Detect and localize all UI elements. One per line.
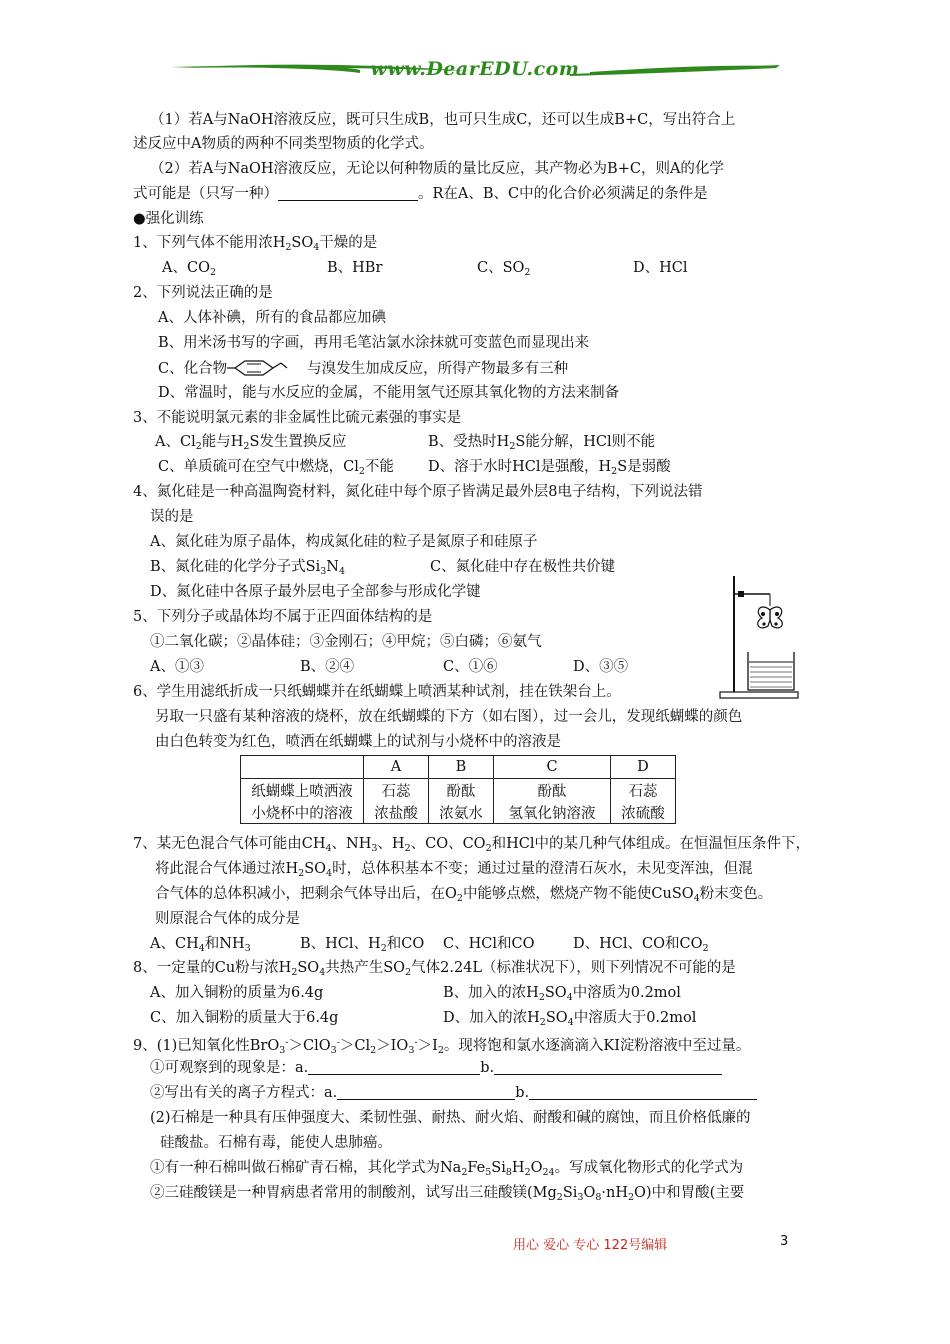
q9-sub: 2 — [370, 1045, 377, 1056]
table-cell: 浓氨水 — [429, 801, 494, 824]
q8-s1: 2 — [291, 967, 298, 978]
q9-l6b: Fe — [467, 1160, 486, 1176]
q8-option-d[interactable] — [443, 1008, 696, 1033]
q7-b1: B、HCl、H — [300, 936, 381, 952]
q7-l1s1: 4 — [325, 843, 332, 854]
q3-stem: 3、不能说明氯元素的非金属性比硫元素强的事实是 — [133, 410, 462, 426]
q4-stem-line2: 误的是 — [150, 509, 194, 525]
answer-blank[interactable] — [337, 1084, 515, 1100]
q9-sub: 3 — [279, 1045, 286, 1056]
q9-l6s1: 2 — [461, 1167, 468, 1178]
q8-option-c[interactable]: C、加入铜粉的质量大于6.4g — [150, 1010, 339, 1026]
q3-option-b[interactable] — [428, 432, 655, 457]
q7-option-a[interactable] — [150, 934, 251, 959]
q7-l1a: 7、某无色混合气体可能由CH — [133, 836, 326, 852]
site-logo-text[interactable]: www.DearEDU.com — [370, 58, 580, 80]
q7-d-s: 2 — [702, 943, 709, 954]
q1-stem-a: 1、下列气体不能用浓H — [133, 235, 286, 251]
q9-sub: 3 — [408, 1045, 415, 1056]
table-cell: 酚酞 — [494, 779, 611, 802]
q8-d-s2: 4 — [567, 1017, 574, 1028]
q5-option-b[interactable]: B、②④ — [300, 659, 355, 675]
q8-d1: D、加入的浓H — [443, 1010, 540, 1026]
q4-option-b[interactable] — [150, 557, 345, 582]
q8-b1: B、加入的浓H — [443, 985, 539, 1001]
q7-line4: 则原混合气体的成分是 — [155, 911, 300, 927]
q4-b1: B、氮化硅的化学分子式Si — [150, 559, 321, 575]
table-row — [241, 779, 676, 802]
q1-a-text: A、CO — [162, 260, 210, 276]
q9-l6s3: 8 — [505, 1167, 512, 1178]
table-cell[interactable]: B — [429, 756, 494, 779]
q5-stem: 5、下列分子或晶体均不属于正四面体结构的是 — [133, 609, 433, 625]
q8-d3: 中溶质大于0.2mol — [573, 1010, 697, 1026]
q7-option-d[interactable] — [573, 934, 709, 959]
q1-option-d[interactable]: D、HCl — [633, 260, 688, 276]
q7-l1d: 、CO、CO — [410, 836, 486, 852]
table-cell: 石蕊 — [364, 779, 429, 802]
q4-b-s1: 3 — [320, 566, 327, 577]
q4-b-s2: 4 — [338, 566, 346, 577]
q8-s3: 2 — [405, 967, 412, 978]
q8-sb: SO — [297, 960, 320, 976]
q7-option-b[interactable] — [300, 934, 424, 959]
q7-l1s3: 2 — [404, 843, 411, 854]
q1-option-c[interactable] — [477, 258, 530, 283]
q9-l6f: 。写成氧化物形式的化学式为 — [554, 1160, 744, 1176]
q7-a2: 和NH — [204, 936, 245, 952]
q1-c-text: C、SO — [477, 260, 525, 276]
q9-sup: - — [285, 1037, 289, 1048]
q3-option-a[interactable] — [155, 432, 346, 457]
q6-line2: 另取一只盛有某种溶液的烧杯，放在纸蝴蝶的下方（如右图），过一会儿，发现纸蝴蝶的颜色 — [155, 709, 743, 725]
table-cell: 浓硫酸 — [611, 801, 676, 824]
q9-l6s2: 5 — [485, 1167, 492, 1178]
q7-l3s2: 4 — [693, 893, 700, 904]
q9-l6e: O — [530, 1160, 543, 1176]
q9-l6s5: 24 — [542, 1167, 555, 1178]
q9-l1c: ＞Cl — [339, 1038, 371, 1054]
q1-a-sub: 2 — [209, 267, 217, 278]
q2-stem: 2、下列说法正确的是 — [133, 285, 273, 301]
q9-l7c: O — [583, 1185, 596, 1201]
q3-option-c[interactable] — [158, 457, 394, 482]
q3-option-d[interactable] — [428, 457, 671, 482]
q6-options-table — [240, 755, 676, 824]
q3-d2: S是弱酸 — [617, 459, 671, 475]
q4-stem-line1: 4、氮化硅是一种高温陶瓷材料，氮化硅中每个原子皆满足最外层8电子结构，下列说法错 — [133, 484, 703, 500]
q2-c-text1: C、化合物 — [158, 361, 228, 377]
q7-option-c[interactable]: C、HCl和CO — [443, 936, 535, 952]
table-cell[interactable]: C — [494, 756, 611, 779]
q7-b2: 和CO — [386, 936, 425, 952]
q2-option-d[interactable]: D、常温时，能与水反应的金属，不能用氢气还原其氧化物的方法来制备 — [158, 385, 620, 401]
page-number: 3 — [780, 1234, 789, 1249]
q3-a3: S发生置换反应 — [249, 434, 347, 450]
q4-option-d[interactable]: D、氮化硅中各原子最外层电子全部参与形成化学键 — [150, 584, 481, 600]
q3-b-s: 2 — [509, 441, 516, 452]
q5-option-a[interactable]: A、①③ — [150, 659, 204, 675]
q7-line1 — [133, 834, 810, 859]
q9-line3 — [150, 1083, 757, 1103]
answer-blank[interactable] — [494, 1059, 722, 1075]
q8-option-a[interactable]: A、加入铜粉的质量为6.4g — [150, 985, 324, 1001]
q7-l3a: 合气体的总体积减小，把剩余气体导出后，在O — [155, 886, 457, 902]
q7-b-s: 2 — [380, 943, 387, 954]
q9-l1d: ＞IO — [376, 1038, 409, 1054]
table-cell: 氢氧化钠溶液 — [494, 801, 611, 824]
q9-l7s1: 2 — [556, 1192, 563, 1203]
q8-d-s1: 2 — [539, 1017, 546, 1028]
q7-a1: A、CH — [150, 936, 199, 952]
footer-editor-note: 用心 爱心 专心 122号编辑 — [513, 1238, 668, 1253]
q7-l2b: SO — [304, 861, 327, 877]
q9-l3b: b. — [515, 1085, 530, 1101]
q7-d1: D、HCl、CO和CO — [573, 936, 703, 952]
q1-stem-c: 干燥的是 — [319, 235, 378, 251]
q8-b2: SO — [544, 985, 567, 1001]
p1-line4-text: 式可能是（只写一种） — [133, 186, 278, 202]
q9-l7e: O)中和胃酸(主要 — [634, 1185, 745, 1201]
q1-sub2: 4 — [313, 242, 320, 253]
q1-option-a[interactable] — [162, 258, 216, 283]
table-cell: 小烧杯中的溶液 — [241, 801, 364, 824]
q8-s2: 4 — [319, 967, 326, 978]
q8-b-s1: 2 — [538, 992, 545, 1003]
q7-line3 — [155, 884, 772, 909]
p1-line2: 述反应中A物质的两种不同类型物质的化学式。 — [133, 136, 434, 152]
answer-blank[interactable] — [278, 185, 418, 201]
q9-sup: - — [414, 1037, 418, 1048]
q7-l3c: 粉末变色。 — [699, 886, 773, 902]
q9-l6a: ①有一种石棉叫做石棉矿青石棉，其化学式为Na — [150, 1160, 462, 1176]
butterfly-apparatus-figure — [712, 572, 804, 702]
q9-l1e: ＞I — [417, 1038, 438, 1054]
q1-stem — [133, 233, 377, 258]
table-cell — [241, 756, 364, 779]
q1-c-sub: 2 — [524, 267, 531, 278]
q4-option-a[interactable]: A、氮化硅为原子晶体，构成氮化硅的粒子是氮原子和硅原子 — [150, 534, 538, 550]
q9-l7s2: 3 — [577, 1192, 584, 1203]
q3-a-s2: 2 — [243, 441, 250, 452]
q7-a-s2: 3 — [244, 943, 251, 954]
q1-sub1: 2 — [285, 242, 292, 253]
q8-d2: SO — [545, 1010, 568, 1026]
q7-l1c: 、H — [377, 836, 405, 852]
q9-l7a: ②三硅酸镁是一种胃病患者常用的制酸剂，试写出三硅酸镁(Mg — [150, 1185, 557, 1201]
answer-blank[interactable] — [308, 1059, 480, 1075]
q2-option-a[interactable]: A、人体补碘，所有的食品都应加碘 — [158, 310, 386, 326]
q7-l3b: 中能够点燃，燃烧产物不能使CuSO — [462, 886, 694, 902]
q9-line6 — [150, 1158, 743, 1183]
q9-l1f: 。现将饱和氯水逐滴滴入KI淀粉溶液中至过量。 — [443, 1038, 751, 1054]
table-cell[interactable]: D — [611, 756, 676, 779]
q2-option-b[interactable]: B、用米汤书写的字画，再用毛笔沾氯水涂抹就可变蓝色而显现出来 — [158, 335, 590, 351]
q3-b1: B、受热时H — [428, 434, 510, 450]
p1-line1: （1）若A与NaOH溶液反应，既可只生成B，也可只生成C，还可以生成B+C，写出符合上 — [150, 112, 736, 128]
q7-a-s: 4 — [198, 943, 205, 954]
table-cell[interactable]: A — [364, 756, 429, 779]
q9-sub: 2 — [437, 1045, 444, 1056]
q5-option-c[interactable]: C、①⑥ — [443, 659, 498, 675]
q7-l2c: 时，总体积基本不变；通过过量的澄清石灰水，未见变浑浊，但混 — [332, 861, 753, 877]
q1-option-b[interactable]: B、HBr — [327, 260, 383, 276]
q9-l2b: b. — [480, 1060, 495, 1076]
q3-a2: 能与H — [201, 434, 244, 450]
table-cell: 浓盐酸 — [364, 801, 429, 824]
q6-line1: 6、学生用滤纸折成一只纸蝴蝶并在纸蝴蝶上喷洒某种试剂，挂在铁架台上。 — [133, 684, 621, 700]
q9-l7s3: 8 — [595, 1192, 602, 1203]
q9-l2a: ①可观察到的现象是：a. — [150, 1060, 309, 1076]
q9-sup: - — [336, 1037, 340, 1048]
q7-l1s2: 3 — [371, 843, 378, 854]
q3-a1: A、Cl — [155, 434, 196, 450]
q8-option-b[interactable] — [443, 983, 681, 1008]
q9-l1b: ＞ClO — [288, 1038, 331, 1054]
q7-l1s4: 2 — [485, 843, 492, 854]
table-header-row — [241, 756, 676, 779]
q9-l3a: ②写出有关的离子方程式：a. — [150, 1085, 338, 1101]
q4-b2: N — [326, 559, 339, 575]
q3-d-s: 2 — [611, 466, 618, 477]
q9-line7 — [150, 1183, 744, 1208]
q3-b2: S能分解，HCl则不能 — [515, 434, 656, 450]
q2-option-c[interactable] — [158, 358, 568, 379]
q9-line1 — [133, 1033, 750, 1061]
q3-c1: C、单质硫可在空气中燃烧，Cl — [158, 459, 359, 475]
q9-l7d: ·nH — [601, 1185, 628, 1201]
q8-sd: 气体2.24L（标准状况下），则下列情况不可能的是 — [411, 960, 736, 976]
q6-line3: 由白色转变为红色，喷洒在纸蝴蝶上的试剂与小烧杯中的溶液是 — [155, 734, 561, 750]
q7-l1e: 和HCl中的某几种气体组成。在恒温恒压条件下， — [491, 836, 811, 852]
q8-b3: 中溶质为0.2mol — [572, 985, 681, 1001]
q9-l6s4: 2 — [524, 1167, 531, 1178]
q3-c2: 不能 — [364, 459, 394, 475]
q7-line2 — [155, 859, 753, 884]
q7-l3s1: 2 — [456, 893, 463, 904]
p1-line3: （2）若A与NaOH溶液反应，无论以何种物质的量比反应，其产物必为B+C，则A的化学 — [150, 161, 724, 177]
p1-line4-tail: 。R在A、B、C中的化合价必须满足的条件是 — [418, 186, 708, 202]
answer-blank[interactable] — [529, 1084, 757, 1100]
p1-line4 — [133, 184, 708, 204]
section-title: ●强化训练 — [133, 211, 204, 227]
table-cell: 酚酞 — [429, 779, 494, 802]
q3-a-s1: 2 — [195, 441, 202, 452]
table-cell: 纸蝴蝶上喷洒液 — [241, 779, 364, 802]
q9-l1a: 9、(1)已知氧化性BrO — [133, 1038, 280, 1054]
q2-c-text2: 与溴发生加成反应，所得产物最多有三种 — [307, 361, 569, 377]
q3-d1: D、溶于水时HCl是强酸，H — [428, 459, 612, 475]
table-cell: 石蕊 — [611, 779, 676, 802]
q3-c-s: 2 — [358, 466, 365, 477]
q7-l2a: 将此混合气体通过浓H — [155, 861, 299, 877]
q8-b-s2: 4 — [566, 992, 573, 1003]
q9-l6d: H — [511, 1160, 525, 1176]
q8-sc: 共热产生SO — [325, 960, 406, 976]
q7-l2s2: 4 — [326, 868, 333, 879]
q4-option-c[interactable]: C、氮化硅中存在极性共价键 — [430, 559, 616, 575]
q9-l6c: Si — [491, 1160, 506, 1176]
q9-l7s4: 2 — [628, 1192, 635, 1203]
q5-items: ①二氧化碳；②晶体硅；③金刚石；④甲烷；⑤白磷；⑥氨气 — [150, 634, 542, 650]
q7-l1b: 、NH — [331, 836, 372, 852]
q9-line5: 硅酸盐。石棉有毒，能使人患肺癌。 — [160, 1135, 392, 1151]
q9-line4: (2)石棉是一种具有压伸强度大、柔韧性强、耐热、耐火焰、耐酸和碱的腐蚀，而且价格低廉的 — [150, 1110, 751, 1126]
q8-stem — [133, 958, 736, 983]
q9-line2 — [150, 1058, 722, 1078]
q9-sub: 3 — [330, 1045, 337, 1056]
q7-l2s1: 2 — [298, 868, 305, 879]
q5-option-d[interactable]: D、③⑤ — [573, 659, 629, 675]
q9-l7b: Si — [562, 1185, 578, 1201]
q8-sa: 8、一定量的Cu粉与浓H — [133, 960, 292, 976]
q1-stem-b: SO — [291, 235, 314, 251]
cyclohexadiene-structure-icon — [227, 358, 307, 378]
site-header — [170, 54, 780, 88]
table-row — [241, 801, 676, 824]
